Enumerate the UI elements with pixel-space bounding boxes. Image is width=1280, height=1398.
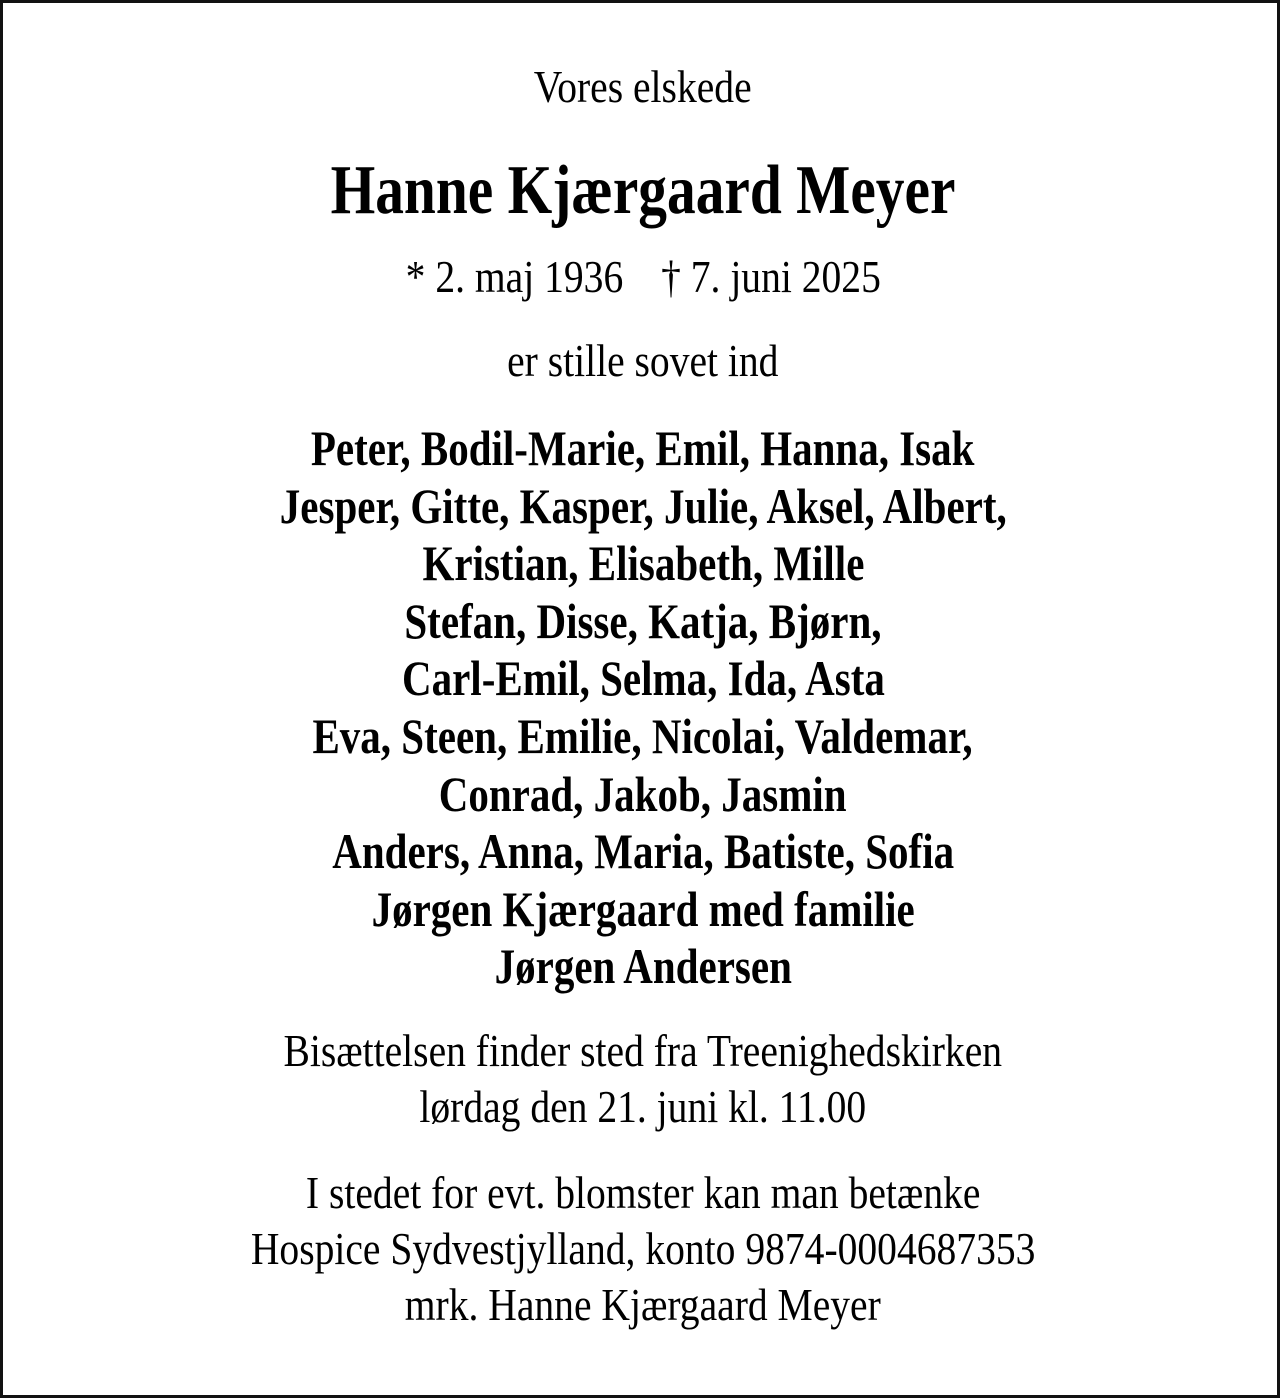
- mourner-names: Peter, Bodil-Marie, Emil, Hanna, Isak: [311, 420, 975, 476]
- intro-label: Vores elskede: [534, 61, 752, 112]
- donation-account: Hospice Sydvestjylland, konto 9874-0004687353: [250, 1223, 1036, 1274]
- donation-info: [3, 1165, 1280, 1333]
- mourners-list: [3, 420, 1280, 996]
- mourner-names: Jørgen Andersen: [494, 938, 792, 995]
- mourner-names: Conrad, Jakob, Jasmin: [439, 765, 847, 822]
- donation-line: [3, 1221, 1280, 1277]
- passing-text: [3, 333, 1280, 389]
- mourner-names: Stefan, Disse, Katja, Bjørn,: [404, 592, 882, 649]
- donation-line: [3, 1277, 1280, 1333]
- donation-reference: mrk. Hanne Kjærgaard Meyer: [404, 1279, 882, 1330]
- mourner-line: [3, 650, 1280, 708]
- mourner-line: [3, 881, 1280, 939]
- ceremony-time: lørdag den 21. juni kl. 11.00: [419, 1081, 867, 1132]
- death-date: 7. juni 2025: [690, 251, 881, 302]
- death-dagger-icon: †: [660, 251, 681, 302]
- mourner-names: Kristian, Elisabeth, Mille: [422, 535, 864, 592]
- mourner-line: [3, 766, 1280, 824]
- birth-date: 2. maj 1936: [435, 251, 623, 302]
- mourner-names: Jørgen Kjærgaard med familie: [371, 880, 915, 937]
- deceased-name-heading: [3, 153, 1280, 229]
- mourner-line: [3, 938, 1280, 996]
- mourner-line: [3, 535, 1280, 593]
- mourner-line: [3, 593, 1280, 651]
- mourner-line: [3, 708, 1280, 766]
- ceremony-location: Bisættelsen finder sted fra Treenighedskirken: [283, 1025, 1003, 1076]
- ceremony-line: [3, 1079, 1280, 1135]
- life-dates-row: [405, 249, 880, 305]
- intro-text: [3, 59, 1280, 115]
- mourner-names: Carl-Emil, Selma, Ida, Asta: [401, 650, 885, 707]
- donation-line: [3, 1165, 1280, 1221]
- birth-star-icon: *: [405, 251, 426, 302]
- ceremony-info: [3, 1023, 1280, 1135]
- life-dates: [3, 249, 1280, 305]
- deceased-name: Hanne Kjærgaard Meyer: [330, 152, 956, 229]
- donation-intro: I stedet for evt. blomster kan man betænke: [305, 1167, 981, 1218]
- mourner-names: Anders, Anna, Maria, Batiste, Sofia: [332, 823, 954, 880]
- passing-label: er stille sovet ind: [507, 335, 779, 386]
- mourner-line: [3, 478, 1280, 536]
- mourner-line: [3, 823, 1280, 881]
- mourner-names: Jesper, Gitte, Kasper, Julie, Aksel, Albert,: [279, 477, 1007, 534]
- mourner-line: [3, 420, 1280, 478]
- mourner-names: Eva, Steen, Emilie, Nicolai, Valdemar,: [312, 707, 974, 764]
- ceremony-line: [3, 1023, 1280, 1079]
